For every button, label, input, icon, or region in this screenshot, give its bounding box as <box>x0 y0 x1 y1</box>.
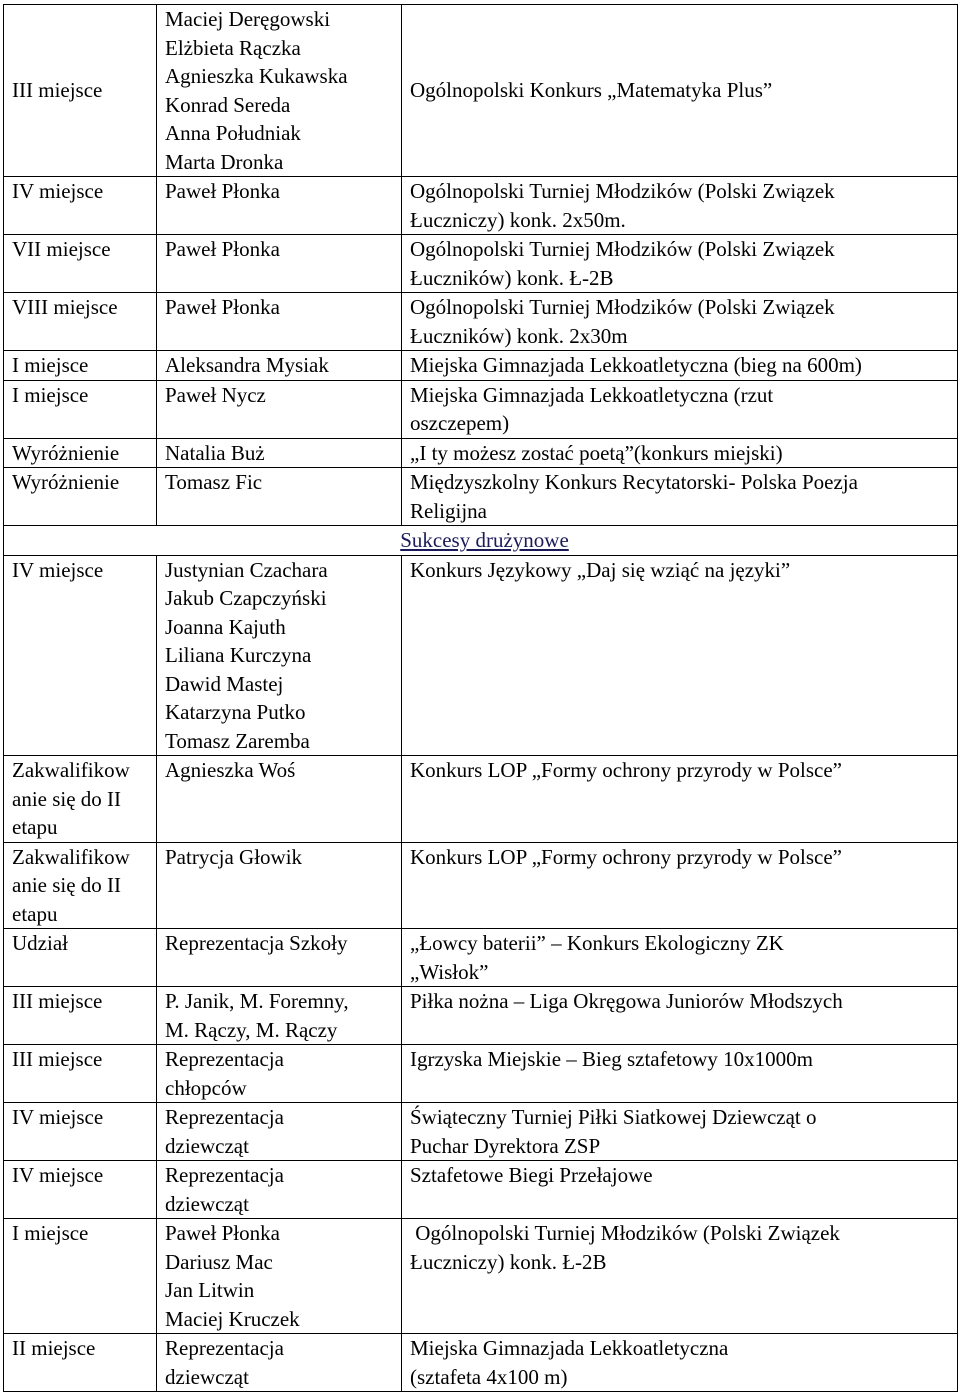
place-cell <box>4 987 157 1045</box>
names-cell <box>157 1219 402 1334</box>
participant-name: Agnieszka Woś <box>165 758 296 782</box>
participant-name: Reprezentacja <box>165 1105 284 1129</box>
participant-name: Paweł Płonka <box>165 1221 280 1245</box>
participant-name: dziewcząt <box>165 1133 249 1158</box>
event-text: Konkurs Językowy „Daj się wziąć na języki” <box>410 557 791 582</box>
event-cell <box>402 438 958 468</box>
event-text: Ogólnopolski Turniej Młodzików (Polski Związek <box>410 295 835 319</box>
event-text: Międzyszkolny Konkurs Recytatorski- Polska Poezja <box>410 470 858 494</box>
place-text: IV miejsce <box>12 1105 104 1129</box>
event-cell <box>402 468 958 526</box>
names-cell <box>157 5 402 177</box>
place-cell <box>4 1334 157 1392</box>
names-cell <box>157 468 402 526</box>
event-text: Konkurs LOP „Formy ochrony przyrody w Polsce” <box>410 758 842 782</box>
participant-name: dziewcząt <box>165 1364 249 1389</box>
place-text: VII miejsce <box>12 237 111 261</box>
table-row <box>4 235 958 293</box>
table-row <box>4 842 958 929</box>
place-text: VIII miejsce <box>12 295 118 319</box>
place-cell <box>4 1219 157 1334</box>
names-cell <box>157 842 402 929</box>
participant-name: Maciej Deręgowski <box>165 7 331 31</box>
names-cell <box>157 555 402 756</box>
participant-name: Joanna Kajuth <box>165 614 286 639</box>
event-text: Religijna <box>410 498 487 523</box>
participant-name: Dariusz Mac <box>165 1249 273 1274</box>
participant-name: Paweł Płonka <box>165 237 280 261</box>
event-cell <box>402 555 958 756</box>
participant-name: Paweł Płonka <box>165 179 280 203</box>
event-text: Ogólnopolski Konkurs „Matematyka Plus” <box>410 78 773 103</box>
table-row <box>4 555 958 756</box>
place-cell <box>4 468 157 526</box>
event-text: Sztafetowe Biegi Przełajowe <box>410 1163 653 1187</box>
place-text: II miejsce <box>12 1336 96 1360</box>
place-cell <box>4 177 157 235</box>
names-cell <box>157 1045 402 1103</box>
place-cell <box>4 293 157 351</box>
event-text: „Wisłok” <box>410 959 489 984</box>
participant-name: Anna Południak <box>165 121 301 145</box>
names-cell <box>157 987 402 1045</box>
place-text: anie się do II <box>12 786 122 811</box>
event-cell <box>402 987 958 1045</box>
names-cell <box>157 756 402 843</box>
participant-name: Maciej Kruczek <box>165 1306 300 1331</box>
results-table <box>3 4 958 1392</box>
participant-name: Paweł Nycz <box>165 382 266 407</box>
names-cell <box>157 1103 402 1161</box>
participant-name: Elżbieta Rączka <box>165 35 301 60</box>
participant-name: Reprezentacja <box>165 1047 284 1071</box>
place-cell <box>4 1103 157 1161</box>
place-cell <box>4 1161 157 1219</box>
table-row <box>4 380 958 438</box>
names-cell <box>157 438 402 468</box>
table-row <box>4 351 958 381</box>
event-text: Igrzyska Miejskie – Bieg sztafetowy 10x1000m <box>410 1047 813 1071</box>
event-cell <box>402 351 958 381</box>
place-text: etapu <box>12 901 58 926</box>
event-cell <box>402 842 958 929</box>
place-cell <box>4 929 157 987</box>
event-text: Miejska Gimnazjada Lekkoatletyczna <box>410 1336 729 1360</box>
participant-name: Agnieszka Kukawska <box>165 64 348 88</box>
place-cell <box>4 555 157 756</box>
participant-name: Patrycja Głowik <box>165 844 303 869</box>
table-row <box>4 1219 958 1334</box>
event-text: (sztafeta 4x100 m) <box>410 1364 568 1389</box>
event-text: Miejska Gimnazjada Lekkoatletyczna (bieg na 600m) <box>410 353 862 377</box>
participant-name: Jakub Czapczyński <box>165 586 327 610</box>
place-text: Zakwalifikow <box>12 844 130 869</box>
event-text: Łuczników) konk. Ł-2B <box>410 265 614 290</box>
table-row <box>4 468 958 526</box>
event-cell <box>402 235 958 293</box>
participant-name: Reprezentacja <box>165 1163 284 1187</box>
participant-name: Justynian Czachara <box>165 557 328 582</box>
names-cell <box>157 351 402 381</box>
place-cell <box>4 351 157 381</box>
names-cell <box>157 1334 402 1392</box>
event-cell <box>402 5 958 177</box>
event-cell <box>402 1045 958 1103</box>
participant-name: Dawid Mastej <box>165 671 284 696</box>
table-row <box>4 1334 958 1392</box>
place-cell <box>4 5 157 177</box>
event-text: Piłka nożna – Liga Okręgowa Juniorów Młodszych <box>410 989 843 1013</box>
participant-name: dziewcząt <box>165 1191 249 1216</box>
participant-name: Katarzyna Putko <box>165 700 306 724</box>
participant-name: P. Janik, M. Foremny, <box>165 989 349 1013</box>
participant-name: Tomasz Fic <box>165 470 263 494</box>
names-cell <box>157 235 402 293</box>
participant-name: Aleksandra Mysiak <box>165 353 329 377</box>
event-text: Łuczniczy) konk. 2x50m. <box>410 207 626 232</box>
participant-name: Paweł Płonka <box>165 295 280 319</box>
participant-name: Reprezentacja <box>165 1336 284 1360</box>
participant-name: Liliana Kurczyna <box>165 643 312 667</box>
participant-name: Jan Litwin <box>165 1278 255 1302</box>
event-cell <box>402 1334 958 1392</box>
table-row <box>4 5 958 177</box>
place-text: IV miejsce <box>12 1163 104 1187</box>
names-cell <box>157 1161 402 1219</box>
participant-name: M. Rączy, M. Rączy <box>165 1017 338 1042</box>
place-text: III miejsce <box>12 989 103 1013</box>
table-row <box>4 1103 958 1161</box>
results-table-body <box>4 5 958 1392</box>
section-row <box>4 526 958 556</box>
place-text: III miejsce <box>12 1047 103 1071</box>
event-text: Miejska Gimnazjada Lekkoatletyczna (rzut <box>410 382 774 407</box>
place-text: Udział <box>12 931 68 955</box>
place-text: I miejsce <box>12 1221 89 1245</box>
place-text: Zakwalifikow <box>12 758 130 782</box>
event-text: Ogólnopolski Turniej Młodzików (Polski Związek <box>410 1221 840 1245</box>
event-cell <box>402 929 958 987</box>
place-text: Wyróżnienie <box>12 440 120 465</box>
event-text: Ogólnopolski Turniej Młodzików (Polski Związek <box>410 237 835 261</box>
table-row <box>4 987 958 1045</box>
participant-name: Konrad Sereda <box>165 92 291 117</box>
names-cell <box>157 293 402 351</box>
event-text: Ogólnopolski Turniej Młodzików (Polski Związek <box>410 179 835 203</box>
table-row <box>4 177 958 235</box>
participant-name: chłopców <box>165 1075 247 1100</box>
event-cell <box>402 293 958 351</box>
place-text: I miejsce <box>12 353 89 377</box>
place-cell <box>4 380 157 438</box>
table-row <box>4 438 958 468</box>
table-row <box>4 1161 958 1219</box>
table-row <box>4 1045 958 1103</box>
event-cell <box>402 1161 958 1219</box>
event-cell <box>402 1103 958 1161</box>
participant-name: Marta Dronka <box>165 149 284 174</box>
place-text: anie się do II <box>12 873 122 897</box>
event-cell <box>402 1219 958 1334</box>
place-text: III miejsce <box>12 78 103 103</box>
table-row <box>4 929 958 987</box>
names-cell <box>157 929 402 987</box>
event-text: „Łowcy baterii” – Konkurs Ekologiczny ZK <box>410 931 784 955</box>
place-cell <box>4 438 157 468</box>
place-cell <box>4 1045 157 1103</box>
participant-name: Natalia Buż <box>165 440 265 465</box>
names-cell <box>157 380 402 438</box>
event-cell <box>402 380 958 438</box>
event-text: Łuczników) konk. 2x30m <box>410 323 628 348</box>
event-text: „I ty możesz zostać poetą”(konkurs miejski) <box>410 440 783 465</box>
names-cell <box>157 177 402 235</box>
event-text: Puchar Dyrektora ZSP <box>410 1133 601 1158</box>
event-text: Łuczniczy) konk. Ł-2B <box>410 1249 607 1274</box>
event-cell <box>402 756 958 843</box>
place-cell <box>4 235 157 293</box>
event-text: Świąteczny Turniej Piłki Siatkowej Dziewcząt o <box>410 1105 817 1129</box>
place-text: Wyróżnienie <box>12 470 120 494</box>
participant-name: Reprezentacja Szkoły <box>165 931 348 955</box>
event-cell <box>402 177 958 235</box>
place-text: IV miejsce <box>12 557 104 582</box>
event-text: oszczepem) <box>410 411 510 435</box>
section-heading: Sukcesy drużynowe <box>400 528 569 552</box>
place-cell <box>4 842 157 929</box>
table-row <box>4 293 958 351</box>
participant-name: Tomasz Zaremba <box>165 728 310 753</box>
place-text: IV miejsce <box>12 179 104 203</box>
place-cell <box>4 756 157 843</box>
place-text: I miejsce <box>12 382 89 407</box>
section-heading-cell <box>4 526 958 556</box>
event-text: Konkurs LOP „Formy ochrony przyrody w Polsce” <box>410 844 842 869</box>
table-row <box>4 756 958 843</box>
place-text: etapu <box>12 815 58 839</box>
